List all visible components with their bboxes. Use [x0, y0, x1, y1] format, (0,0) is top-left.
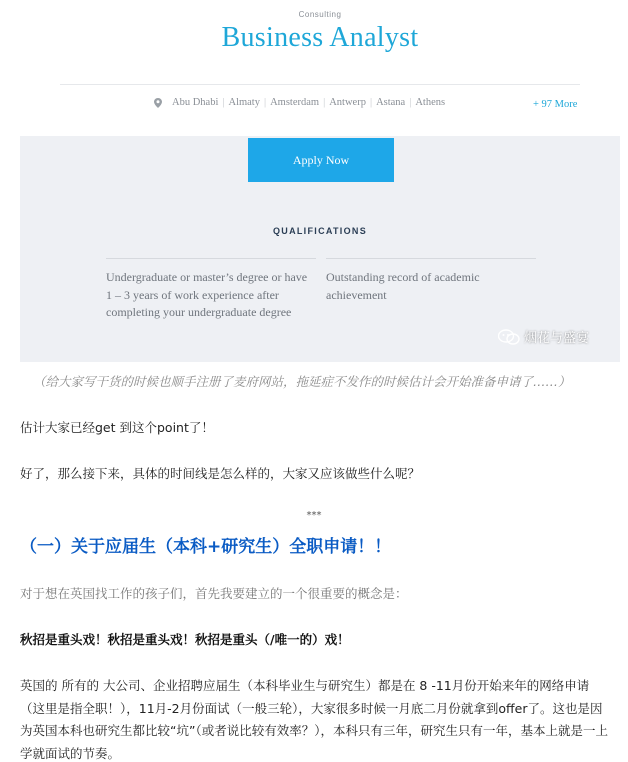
location-item[interactable]: Antwerp [329, 97, 366, 108]
wechat-icon [498, 329, 520, 345]
location-item[interactable]: Athens [415, 97, 446, 108]
qualifications-heading: QUALIFICATIONS [272, 226, 368, 236]
watermark-text: 烟花与盛宴 [524, 331, 590, 346]
emphasis-paragraph: 秋招是重头戏！秋招是重头戏！秋招是重头（/唯一的）戏！ [20, 632, 350, 647]
more-locations-link[interactable]: + 97 More [533, 99, 578, 110]
location-item[interactable]: Almaty [228, 97, 260, 108]
location-item[interactable]: Amsterdam [270, 97, 320, 108]
job-card [20, 0, 620, 362]
qualification-item: Outstanding record of academic achievement [326, 270, 480, 302]
section-heading: （一）关于应届生（本科+研究生）全职申请！！ [20, 537, 392, 557]
paragraph: 好了，那么接下来，具体的时间线是怎么样的，大家又应该做些什么呢？ [20, 466, 421, 481]
section-separator: *** [306, 510, 322, 521]
divider [106, 258, 316, 259]
separator: | [409, 97, 412, 108]
location-pin-icon [154, 98, 162, 108]
watermark [498, 327, 589, 346]
paragraph: 英国的 所有的 大公司、企业招聘应届生（本科毕业生与研究生）都是在 8 -11月份开始来年的网络申请（这里是指全职！），11月-2月份面试（一般三轮），大家很多时候一月底二月份就拿到offer了。这也是因为英国本科也研究生都比较“坑”（或者说比较有效率？），本科只有三年，研究生只有一年，基本上就是一上学就面试的节奏。 [20, 678, 608, 761]
qualification-item: Undergraduate or master’s degree or have 1 – 3 years of work experience after completing your undergraduate degree [106, 270, 308, 319]
paragraph: 对于想在英国找工作的孩子们，首先我要建立的一个很重要的概念是： [20, 586, 408, 601]
location-list [154, 97, 449, 108]
separator: | [222, 97, 225, 108]
apply-now-button[interactable]: Apply Now [248, 138, 394, 182]
separator: | [263, 97, 267, 108]
separator: | [369, 97, 373, 108]
image-caption: （给大家写干货的时候也顺手注册了麦府网站，拖延症不发作的时候估计会开始准备申请了……） [33, 374, 571, 389]
job-title: Business Analyst [221, 22, 419, 53]
location-item[interactable]: Astana [376, 97, 406, 108]
paragraph: 估计大家已经get 到这个point了！ [20, 420, 214, 435]
separator: | [323, 97, 326, 108]
category-label: Consulting [298, 10, 342, 19]
divider [326, 258, 536, 259]
divider [60, 84, 580, 85]
location-item[interactable]: Abu Dhabi [172, 97, 219, 108]
